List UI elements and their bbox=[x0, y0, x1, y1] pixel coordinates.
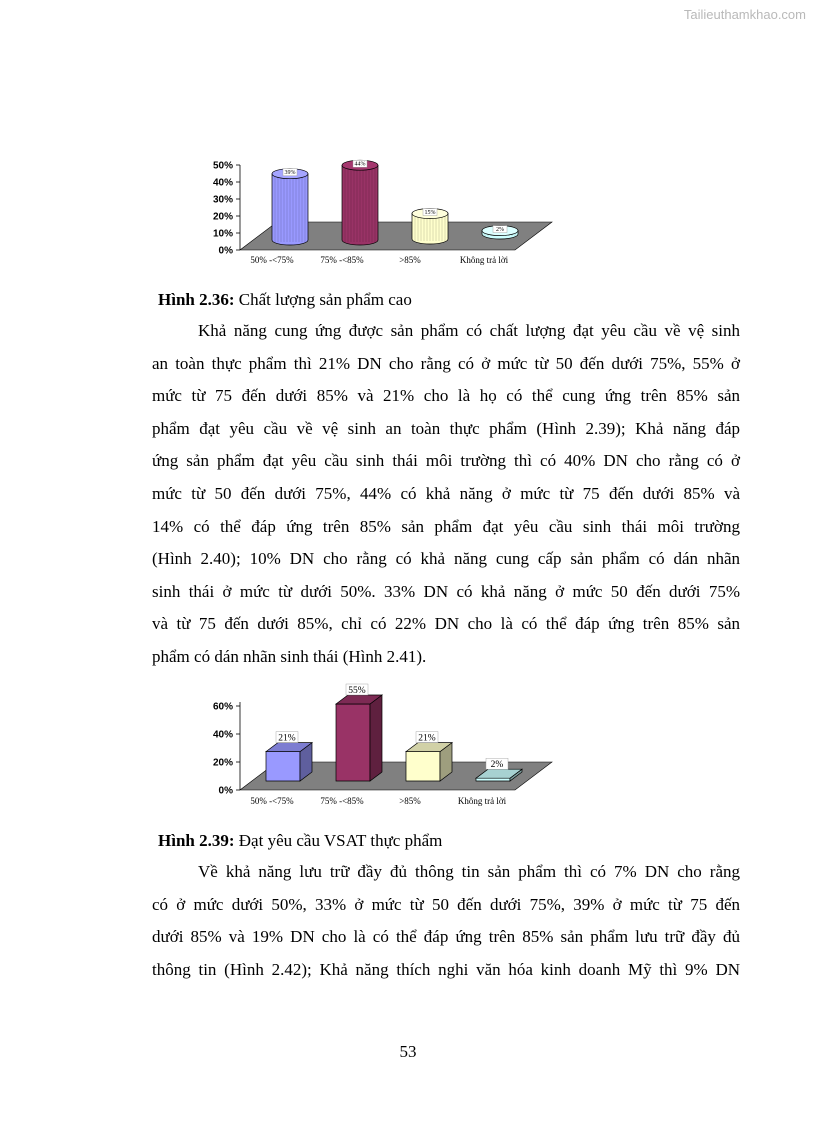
chart-vsat-svg bbox=[0, 682, 816, 812]
bar-box bbox=[336, 695, 382, 781]
page-number: 53 bbox=[399, 1042, 417, 1061]
text-line: phẩm có dán nhãn sinh thái (Hình 2.41). bbox=[152, 646, 427, 666]
x-tick-label: 75% -<85% bbox=[320, 255, 364, 265]
text-line: mức từ 75 đến dưới 85% và 21% cho là họ có thể cung ứng trên 85% sản bbox=[152, 386, 740, 406]
y-tick-label: 60% bbox=[212, 701, 233, 713]
data-label: 2% bbox=[490, 760, 504, 771]
x-tick-label: 50% -<75% bbox=[250, 796, 294, 806]
bar-cylinder bbox=[272, 169, 308, 245]
watermark: Tailieuthamkhao.com bbox=[683, 7, 806, 22]
caption-label: Hình 2.36: bbox=[158, 290, 235, 309]
y-tick-label: 40% bbox=[212, 729, 233, 741]
y-tick-label: 10% bbox=[212, 228, 233, 240]
data-label: 44% bbox=[354, 161, 366, 168]
y-tick-label: 20% bbox=[212, 211, 233, 223]
y-tick-label: 30% bbox=[212, 194, 233, 206]
chart-quality bbox=[0, 140, 816, 270]
text-line: ứng sản phẩm đạt yêu cầu sinh thái môi trường thì có 40% DN cho rằng có ở bbox=[152, 451, 740, 471]
paragraph-1 bbox=[152, 315, 740, 674]
x-tick-label: 75% -<85% bbox=[320, 796, 364, 806]
text-line: phẩm đạt yêu cầu về vệ sinh an toàn thực phẩm (Hình 2.39); Khả năng đáp bbox=[152, 418, 740, 438]
paragraph-2 bbox=[152, 856, 740, 986]
bar-box bbox=[266, 743, 312, 781]
text-line: và từ 75 đến dưới 85%, chỉ có 22% DN cho là có thể đáp ứng trên 85% sản bbox=[152, 614, 740, 634]
figure-caption-2-39 bbox=[158, 831, 442, 851]
figure-caption-2-36 bbox=[158, 290, 412, 310]
x-tick-label: Không trả lời bbox=[457, 796, 507, 806]
y-tick-label: 40% bbox=[212, 177, 233, 189]
text-line: có ở mức dưới 50%, 33% ở mức từ 50 đến dưới 75%, 39% ở mức từ 75 đến bbox=[152, 894, 740, 914]
data-label: 39% bbox=[284, 170, 296, 177]
text-line: sinh thái ở mức từ dưới 50%. 33% DN có khả năng ở mức 50 đến dưới 75% bbox=[152, 581, 740, 601]
chart-quality-svg bbox=[0, 140, 816, 270]
y-tick-label: 0% bbox=[218, 785, 233, 797]
y-tick-label: 0% bbox=[218, 245, 233, 257]
text-line: Khả năng cung ứng được sản phẩm có chất lượng đạt yêu cầu về vệ sinh bbox=[198, 321, 740, 340]
x-tick-label: 50% -<75% bbox=[250, 255, 294, 265]
chart-vsat bbox=[0, 682, 816, 812]
data-label: 55% bbox=[348, 686, 366, 696]
text-line: 14% có thể đáp ứng trên 85% sản phẩm đạt yêu cầu sinh thái môi trường bbox=[152, 516, 740, 536]
y-tick-label: 50% bbox=[212, 160, 233, 172]
text-line: (Hình 2.40); 10% DN cho rằng có khả năng cung cấp sản phẩm có dán nhãn bbox=[152, 549, 740, 569]
y-tick-label: 20% bbox=[212, 757, 233, 769]
caption-text: Chất lượng sản phẩm cao bbox=[234, 290, 412, 309]
data-label: 21% bbox=[418, 733, 436, 744]
caption-text: Đạt yêu cầu VSAT thực phẩm bbox=[234, 831, 443, 850]
bar-box bbox=[406, 743, 452, 781]
data-label: 21% bbox=[278, 733, 296, 744]
bar-cylinder bbox=[342, 160, 378, 245]
text-line: Về khả năng lưu trữ đầy đủ thông tin sản phẩm thì có 7% DN cho rằng bbox=[198, 862, 740, 881]
text-line: thông tin (Hình 2.42); Khả năng thích nghi văn hóa kinh doanh Mỹ thì 9% DN bbox=[152, 959, 740, 979]
text-line: an toàn thực phẩm thì 21% DN cho rằng có ở mức từ 50 đến dưới 75%, 55% ở bbox=[152, 353, 740, 373]
caption-label: Hình 2.39: bbox=[158, 831, 235, 850]
text-line: dưới 85% và 19% DN cho là có thể đáp ứng trên 85% sản phẩm lưu trữ đầy đủ bbox=[152, 927, 740, 947]
x-tick-label: >85% bbox=[399, 796, 421, 806]
data-label: 15% bbox=[424, 210, 436, 216]
x-tick-label: >85% bbox=[399, 255, 421, 265]
data-label: 2% bbox=[496, 227, 504, 234]
x-tick-label: Không trả lời bbox=[459, 255, 509, 265]
text-line: mức từ 50 đến dưới 75%, 44% có khả năng ở mức từ 75 đến dưới 85% và bbox=[152, 483, 740, 503]
